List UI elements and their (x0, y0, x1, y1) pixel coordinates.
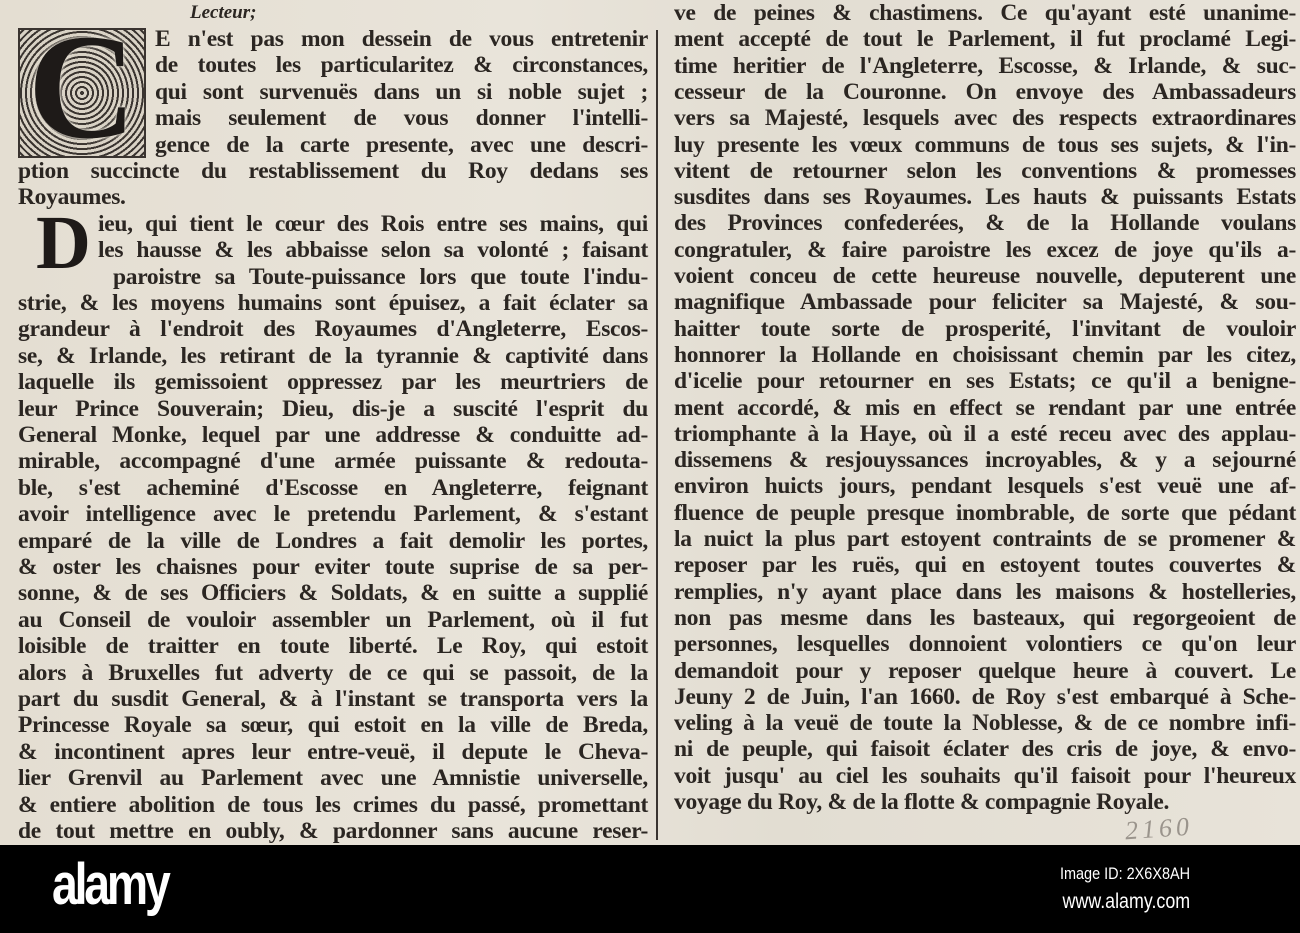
image-id-label: Image ID: 2X6X8AH (1059, 864, 1190, 883)
alamy-logo: alamy (52, 852, 168, 917)
heading-lecteur: Lecteur; (190, 2, 257, 23)
text-line: laquelle ils gemissoient oppressez par les meurtriers de (18, 369, 648, 396)
text-line: non pas mesme dans les basteaux, qui regorgeoient de (674, 604, 1296, 631)
text-line: vers sa Majesté, lesquels avec des respects extraordinares (674, 105, 1296, 132)
text-line: mais seulement de vous donner l'intelli- (155, 105, 648, 132)
text-line: environ huicts jours, pendant lesquels s'est veuë une af- (674, 473, 1296, 500)
text-line: ni de peuple, qui faisoit éclater des cris de joye, & envo- (674, 736, 1296, 763)
dropcap-d: D (36, 201, 91, 285)
text-line: veling à la veuë de toute la Noblesse, & de ce nombre infi- (674, 710, 1296, 737)
text-line: General Monke, lequel par une addresse & conduitte ad- (18, 422, 648, 448)
text-line: ieu, qui tient le cœur des Rois entre ses mains, qui (98, 210, 648, 237)
text-line: honnorer la Hollande en choisissant chemin par les citez, (674, 341, 1296, 368)
text-line: part du susdit General, & à l'instant se transporta vers la (18, 686, 648, 712)
text-line: personnes, lesquelles donnoient volontiers ce qu'on leur (674, 631, 1296, 658)
text-line: voit jusqu' au ciel les souhaits qu'il faisoit pour l'heureux (674, 762, 1296, 789)
text-line: avoir intelligence avec le pretendu Parlement, & s'estant (18, 501, 648, 528)
watermark-banner (0, 845, 1300, 933)
alamy-url: www.alamy.com (1062, 890, 1190, 913)
text-line: ble, s'est acheminé d'Escosse en Angleterre, feignant (18, 474, 648, 501)
text-line: Princesse Royale sa sœur, qui estoit en la ville de Breda, (18, 712, 648, 739)
text-line: luy presente les vœux communs de tous ses sujets, & l'in- (674, 131, 1296, 158)
text-line: qui sont survenuës dans un si noble sujet ; (155, 78, 648, 105)
text-line: demandoit pour y reposer quelque heure à couvert. Le (674, 657, 1296, 684)
text-line: mirable, accompagné d'une armée puissante & redouta- (18, 448, 648, 475)
text-line: & incontinent apres leur entre-veuë, il depute le Cheva- (18, 738, 648, 765)
text-line: des Provinces confederées, & de la Hollande voulans (674, 210, 1296, 237)
text-line: se, & Irlande, les retirant de la tyrannie & captivité dans (18, 342, 648, 369)
text-line: E n'est pas mon dessein de vous entretenir (155, 26, 648, 52)
text-line: Jeuny 2 de Juin, l'an 1660. de Roy s'est embarqué à Sche- (674, 683, 1296, 710)
text-line: magnifique Ambassade pour feliciter sa Majesté, & sou- (674, 289, 1296, 316)
text-line: la nuict la plus part estoyent contraints de se promener & (674, 526, 1296, 552)
text-line: congratuler, & faire paroistre les excez de joye qu'ils a- (674, 236, 1296, 263)
text-line: triomphante à la Haye, où il a esté receu avec des applau- (674, 420, 1296, 447)
text-line: ve de peines & chastimens. Ce qu'ayant esté unanime- (674, 0, 1296, 26)
dropcap-letter: C (27, 4, 137, 170)
text-line: au Conseil de vouloir assembler un Parlement, où il fut (18, 606, 648, 633)
text-line: leur Prince Souverain; Dieu, dis-je a suscité l'esprit du (18, 395, 648, 422)
text-line: strie, & les moyens humains sont épuisez, a fait éclater sa (18, 290, 648, 316)
text-line: paroistre sa Toute-puissance lors que toute l'indu- (113, 263, 648, 290)
text-line: remplies, n'y ayant place dans les maisons & hostelleries, (674, 578, 1296, 605)
pencil-inventory-note: 2160 (1124, 811, 1194, 845)
text-line: cesseur de la Couronne. On envoye des Ambassadeurs (674, 78, 1296, 105)
text-line: ption succincte du restablissement du Roy dedans ses (18, 158, 648, 184)
text-line: emparé de la ville de Londres a fait demolir les portes, (18, 527, 648, 554)
text-line: susdites dans ses Royaumes. Les hauts & puissants Estats (674, 184, 1296, 211)
text-line: lier Grenvil au Parlement avec une Amnistie universelle, (18, 765, 648, 792)
text-line: ment accordé, & mis en effect se rendant par une entrée (674, 394, 1296, 421)
text-line: & entiere abolition de tous les crimes du passé, promettant (18, 791, 648, 818)
text-line: voient conceu de cette heureuse nouvelle, deputerent une (674, 263, 1296, 289)
text-line: de tout mettre en oubly, & pardonner sans aucune reser- (18, 818, 648, 844)
text-line: fluence de peuple presque inombrable, de sorte que pédant (674, 499, 1296, 526)
text-line: time heritier de l'Angleterre, Escosse, & Irlande, & suc- (674, 52, 1296, 79)
text-line: voyage du Roy, & de la flotte & compagnie Royale. (674, 789, 1170, 815)
text-line: de toutes les particularitez & circonstances, (155, 52, 648, 79)
text-line: Royaumes. (18, 184, 126, 211)
text-line: les hausse & les abbaisse selon sa volonté ; faisant (98, 237, 648, 264)
text-line: alors à Bruxelles fut adverty de ce qui se passoit, de la (18, 659, 648, 686)
text-line: d'icelie pour retourner en ses Estats; ce qu'il a benigne- (674, 368, 1296, 395)
column-divider (656, 30, 658, 840)
text-line: grandeur à l'endroit des Royaumes d'Angleterre, Escos- (18, 316, 648, 343)
text-line: ment accepté de tout le Parlement, il fut proclamé Legi- (674, 26, 1296, 53)
text-line: loisible de traitter en toute liberté. Le Roy, qui estoit (18, 633, 648, 660)
text-line: & oster les chaisnes pour eviter toute suprise de sa per- (18, 554, 648, 580)
text-line: vitent de retourner selon les conventions & promesses (674, 157, 1296, 184)
text-line: haitter toute sorte de prosperité, l'invitant de vouloir (674, 315, 1296, 342)
text-line: reposer par les ruës, qui en estoyent toutes couvertes & (674, 552, 1296, 579)
text-line: gence de la carte presente, avec une descri- (155, 131, 648, 158)
ornamental-dropcap-c (18, 4, 146, 170)
text-line: sonne, & de ses Officiers & Soldats, & en suitte a supplié (18, 580, 648, 607)
text-line: dissemens & resjouyssances incroyables, & y a sejourné (674, 447, 1296, 474)
